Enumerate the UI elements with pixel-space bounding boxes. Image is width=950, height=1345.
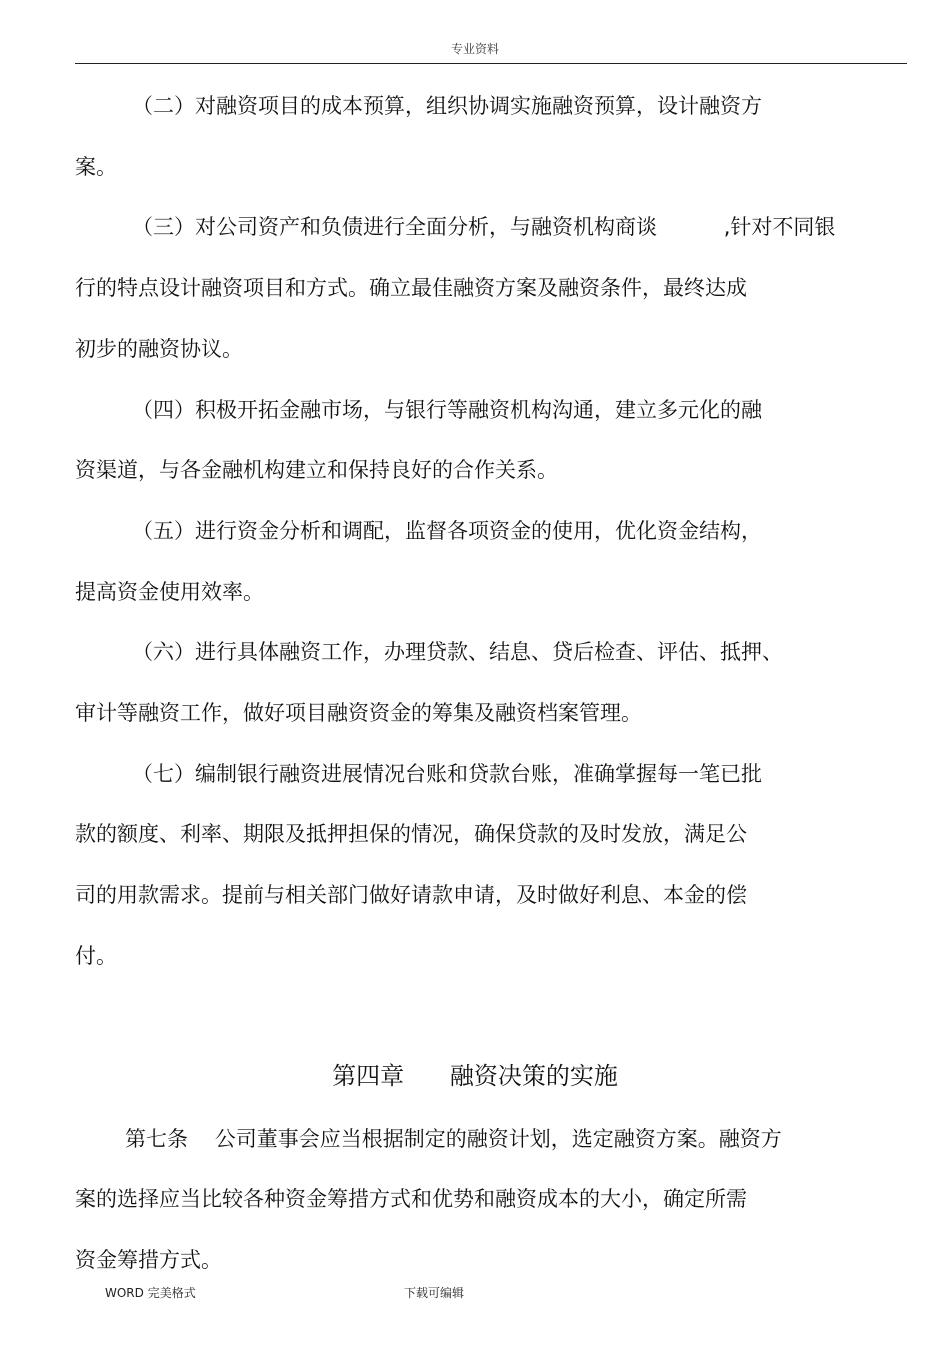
article-line: 案的选择应当比较各种资金筹措方式和优势和融资成本的大小，确定所需 — [75, 1187, 747, 1211]
body-line: 司的用款需求。提前与相关部门做好请款申请，及时做好利息、本金的偿 — [75, 883, 747, 907]
body-line: 审计等融资工作，做好项目融资资金的筹集及融资档案管理。 — [75, 701, 642, 725]
body-line: （二）对融资项目的成本预算，组织协调实施融资预算，设计融资方 — [132, 94, 762, 118]
body-line: （六）进行具体融资工作，办理贷款、结息、贷后检查、评估、抵押、 — [132, 640, 783, 664]
body-line: （五）进行资金分析和调配，监督各项资金的使用，优化资金结构， — [132, 519, 762, 543]
footer-format-note: WORD 完美格式 — [105, 1286, 196, 1300]
body-line: 付。 — [75, 944, 117, 968]
article-line: 资金筹措方式。 — [75, 1248, 222, 1272]
body-line: （七）编制银行融资进展情况台账和贷款台账，准确掌握每一笔已批 — [132, 762, 762, 786]
body-line: （三）对公司资产和负债进行全面分析，与融资机构商谈 ,针对不同银 — [132, 215, 836, 239]
body-line: 行的特点设计融资项目和方式。确立最佳融资方案及融资条件，最终达成 — [75, 276, 747, 300]
body-line: （四）积极开拓金融市场，与银行等融资机构沟通，建立多元化的融 — [132, 398, 762, 422]
header-divider — [75, 63, 907, 64]
body-line: 资渠道，与各金融机构建立和保持良好的合作关系。 — [75, 458, 558, 482]
body-line: 初步的融资协议。 — [75, 337, 243, 361]
article-line: 第七条 公司董事会应当根据制定的融资计划，选定融资方案。融资方 — [125, 1127, 782, 1151]
body-line: 款的额度、利率、期限及抵押担保的情况，确保贷款的及时发放，满足公 — [75, 822, 747, 846]
page-header: 专业资料 — [450, 42, 499, 56]
body-line: 提高资金使用效率。 — [75, 580, 264, 604]
footer-download-note: 下载可编辑 — [404, 1286, 465, 1300]
body-line: 案。 — [75, 155, 117, 179]
chapter-heading: 第四章 融资决策的实施 — [332, 1062, 618, 1090]
